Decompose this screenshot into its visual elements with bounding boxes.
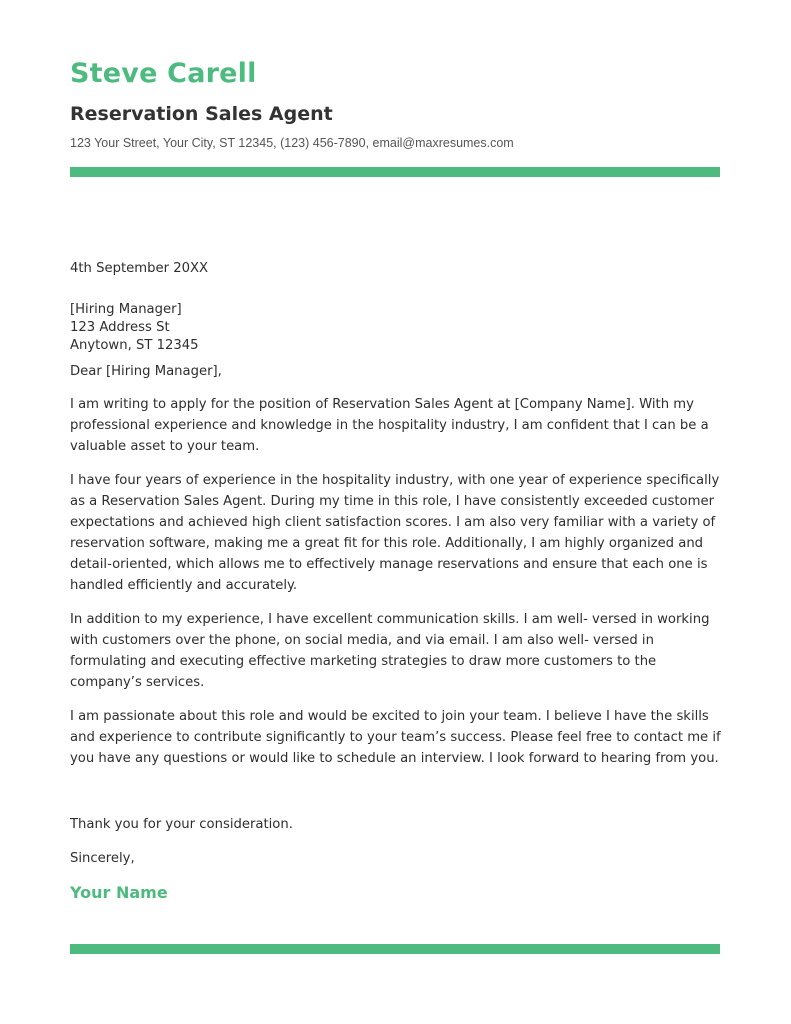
spacer xyxy=(70,782,726,814)
signature-name: Your Name xyxy=(70,883,168,902)
letter-date: 4th September 20XX xyxy=(70,261,209,276)
recipient-city: Anytown, ST 12345 xyxy=(70,338,199,353)
paragraph-intro: I am writing to apply for the position of Reservation Sales Agent at [Company Name]. With my professional experience and knowledge in the hospitality industry, I am confident that I can be a valuable asset to your team. xyxy=(70,397,709,454)
salutation: Dear [Hiring Manager], xyxy=(70,364,222,379)
recipient-street: 123 Address St xyxy=(70,320,170,335)
paragraph-closing: I am passionate about this role and would be excited to join your team. I believe I have the skills and experience to contribute significantly to your team’s success. Please feel free to contact me if you have any questions or would like to schedule an interview. I look forward to hearing from you. xyxy=(70,709,721,766)
applicant-name: Steve Carell xyxy=(70,58,257,89)
footer-divider xyxy=(70,944,720,954)
recipient-name: [Hiring Manager] xyxy=(70,302,182,317)
thanks-line: Thank you for your consideration. xyxy=(70,817,293,832)
job-title: Reservation Sales Agent xyxy=(70,103,333,125)
recipient-address xyxy=(70,301,726,355)
letter-body xyxy=(70,258,726,903)
paragraph-skills: In addition to my experience, I have excellent communication skills. I am well- versed in working with customers over the phone, on social media, and via email. I am also well- versed in formulating and executing effective marketing strategies to draw more customers to the company’s services. xyxy=(70,612,710,690)
header-divider xyxy=(70,167,720,177)
contact-info: 123 Your Street, Your City, ST 12345, (123) 456-7890, email@maxresumes.com xyxy=(70,136,514,150)
paragraph-experience: I have four years of experience in the hospitality industry, with one year of experience specifically as a Reservation Sales Agent. During my time in this role, I have consistently exceeded customer expectations and achieved high client satisfaction scores. I am also very familiar with a variety of reservation software, making me a great fit for this role. Additionally, I am highly organized and detail-oriented, which allows me to effectively manage reservations and ensure that each one is handled efficiently and accurately. xyxy=(70,473,720,593)
signoff: Sincerely, xyxy=(70,851,135,866)
